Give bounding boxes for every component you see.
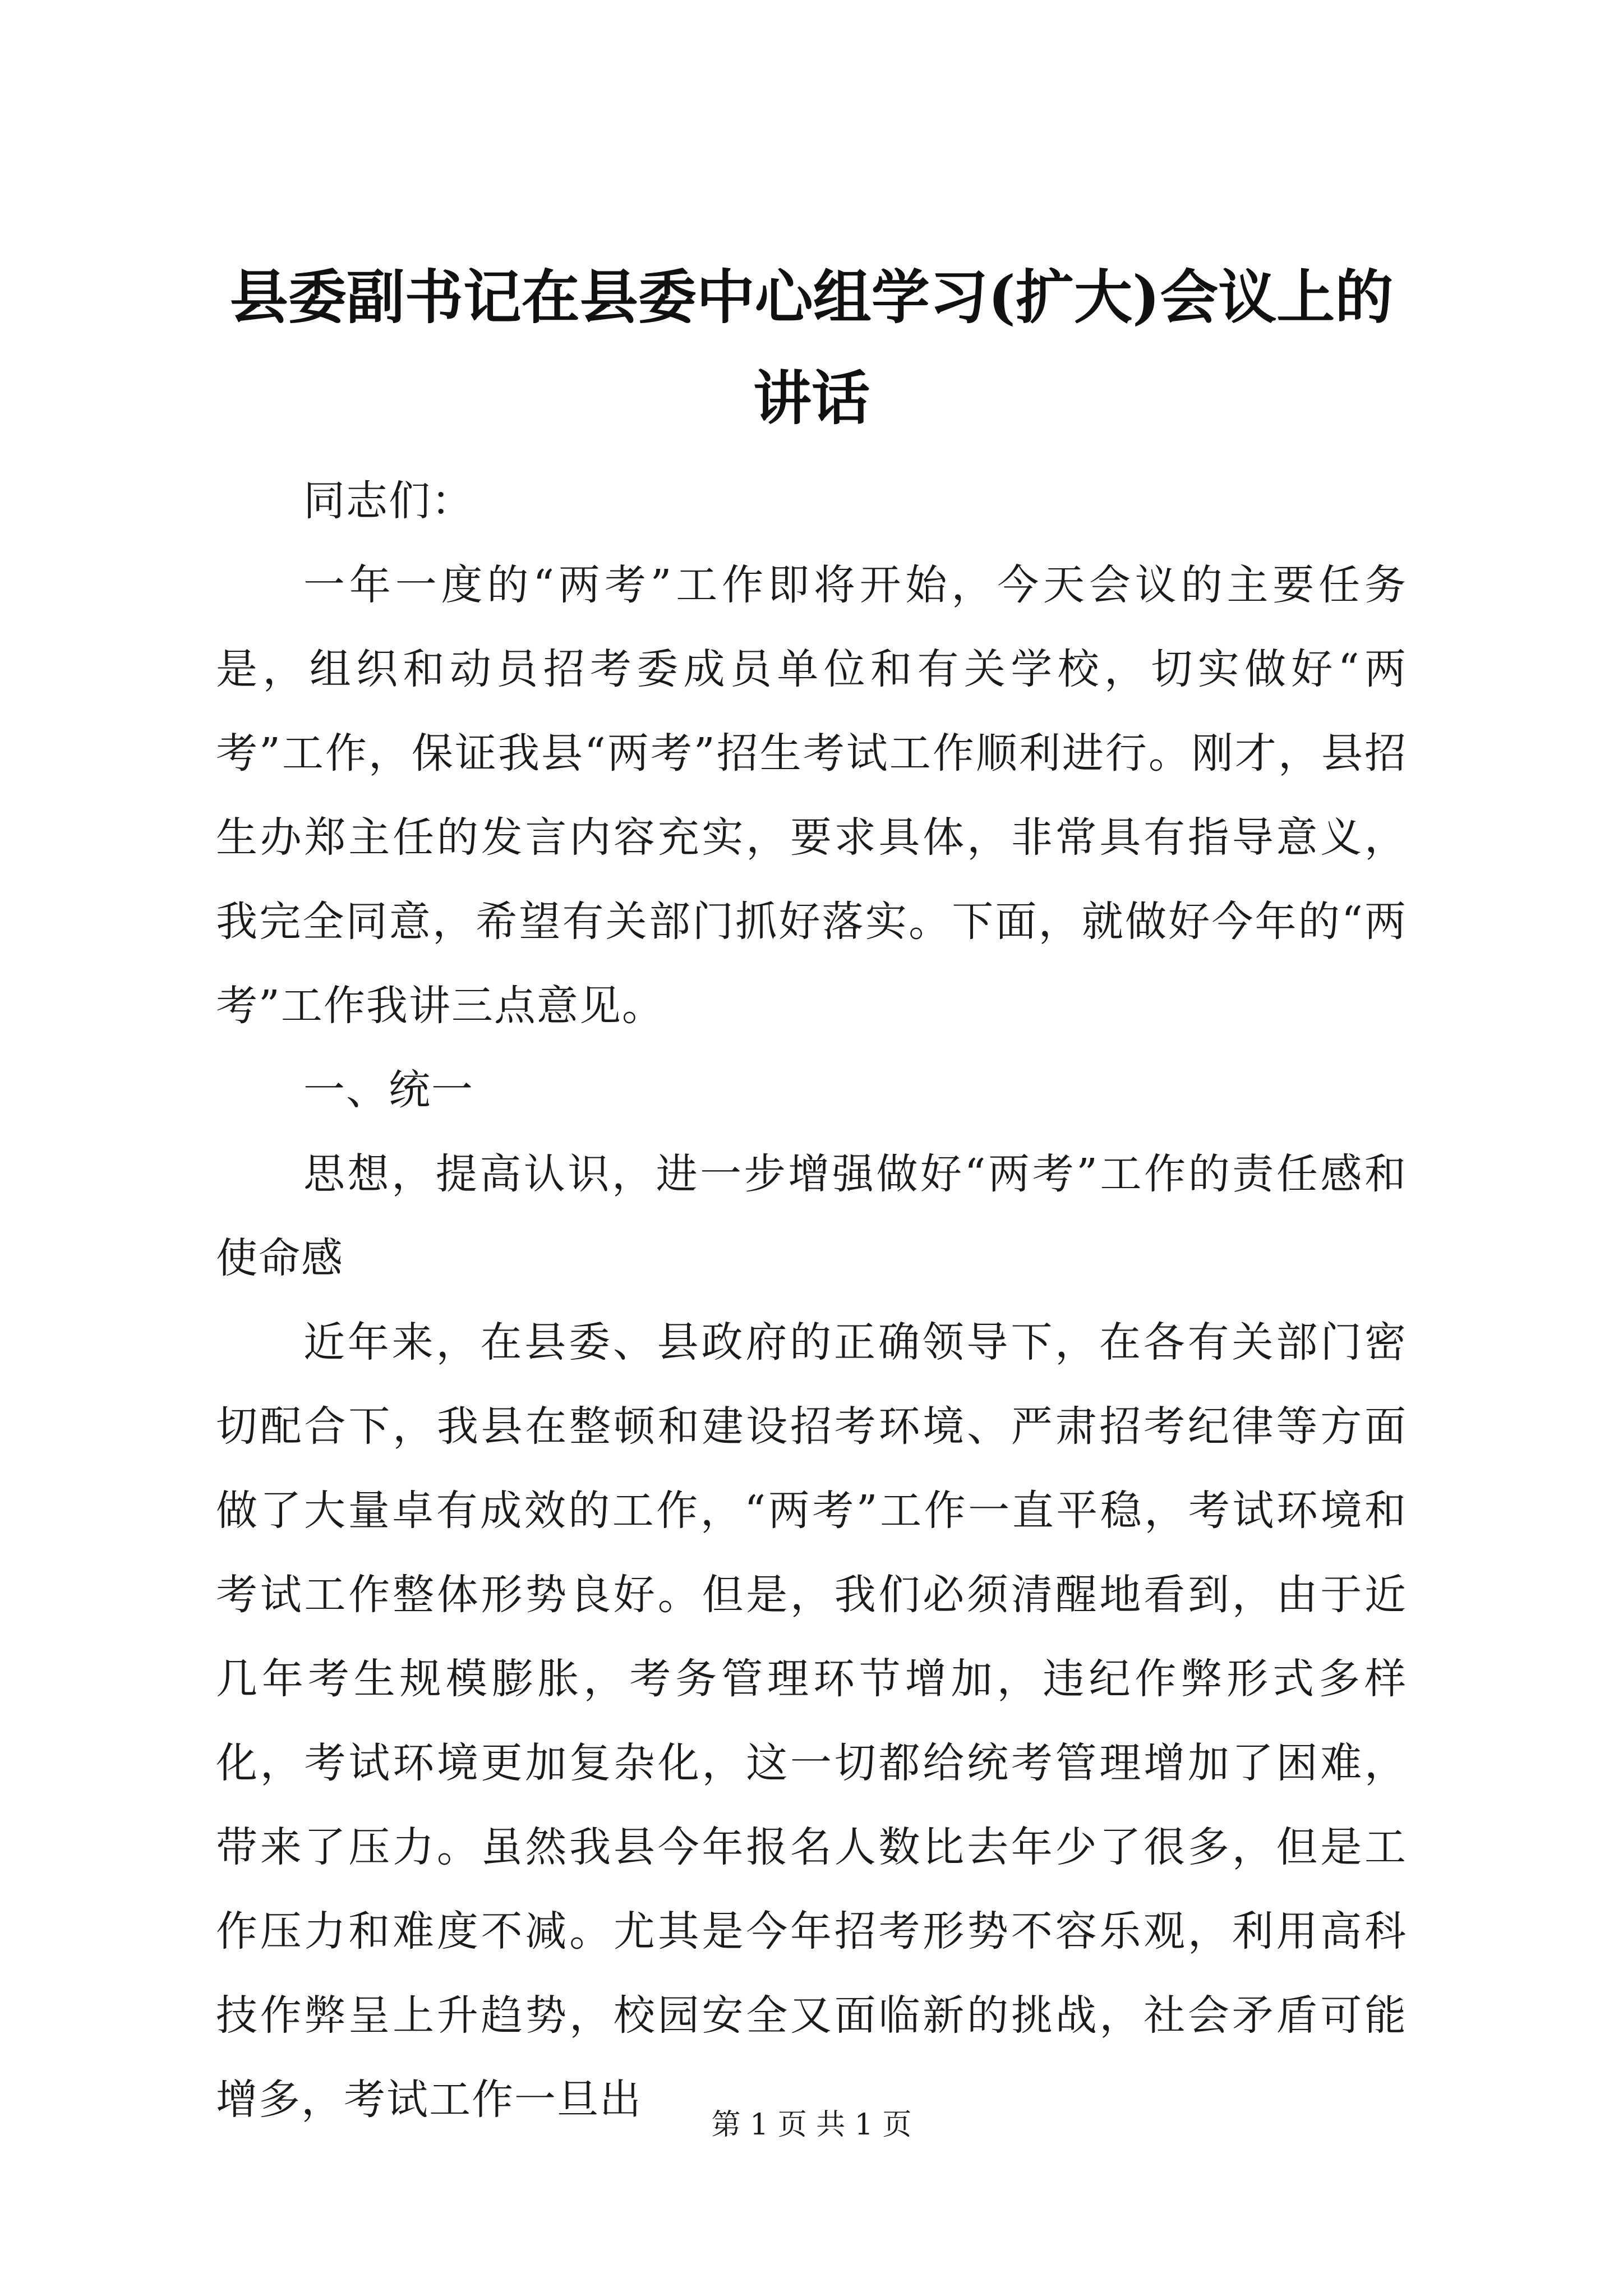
paragraph-intro: 一年一度的“两考”工作即将开始，今天会议的主要任务是，组织和动员招考委成员单位和有关学校，切实做好“两考”工作，保证我县“两考”招生考试工作顺利进行。刚才，县招生办郑主任的发言内容充实，要求具体，非常具有指导意义，我完全同意，希望有关部门抓好落实。下面，就做好今年的“两考”工作我讲三点意见。 <box>216 561 1407 1030</box>
document-body <box>216 459 1407 2142</box>
section-heading-1: 一、统一 <box>303 1066 474 1114</box>
paragraph-body: 近年来，在县委、县政府的正确领导下，在各有关部门密切配合下，我县在整顿和建设招考环境、严肃招考纪律等方面做了大量卓有成效的工作，“两考”工作一直平稳，考试环境和考试工作整体形势良好。但是，我们必须清醒地看到，由于近几年考生规模膨胀，考务管理环节增加，违纪作弊形式多样化，考试环境更加复杂化，这一切都给统考管理增加了困难，带来了压力。虽然我县今年报名人数比去年少了很多，但是工作压力和难度不减。尤其是今年招考形势不容乐观，利用高科技作弊呈上升趋势，校园安全又面临新的挑战，社会矛盾可能增多，考试工作一旦出 <box>216 1318 1407 2124</box>
salutation: 同志们： <box>303 477 474 525</box>
page-footer: 第 1 页 共 1 页 <box>711 2108 912 2142</box>
document-title: 县委副书记在县委中心组学习(扩大)会议上的讲话 <box>229 263 1394 432</box>
section-heading-1-continued: 思想，提高认识，进一步增强做好“两考”工作的责任感和使命感 <box>216 1150 1407 1282</box>
